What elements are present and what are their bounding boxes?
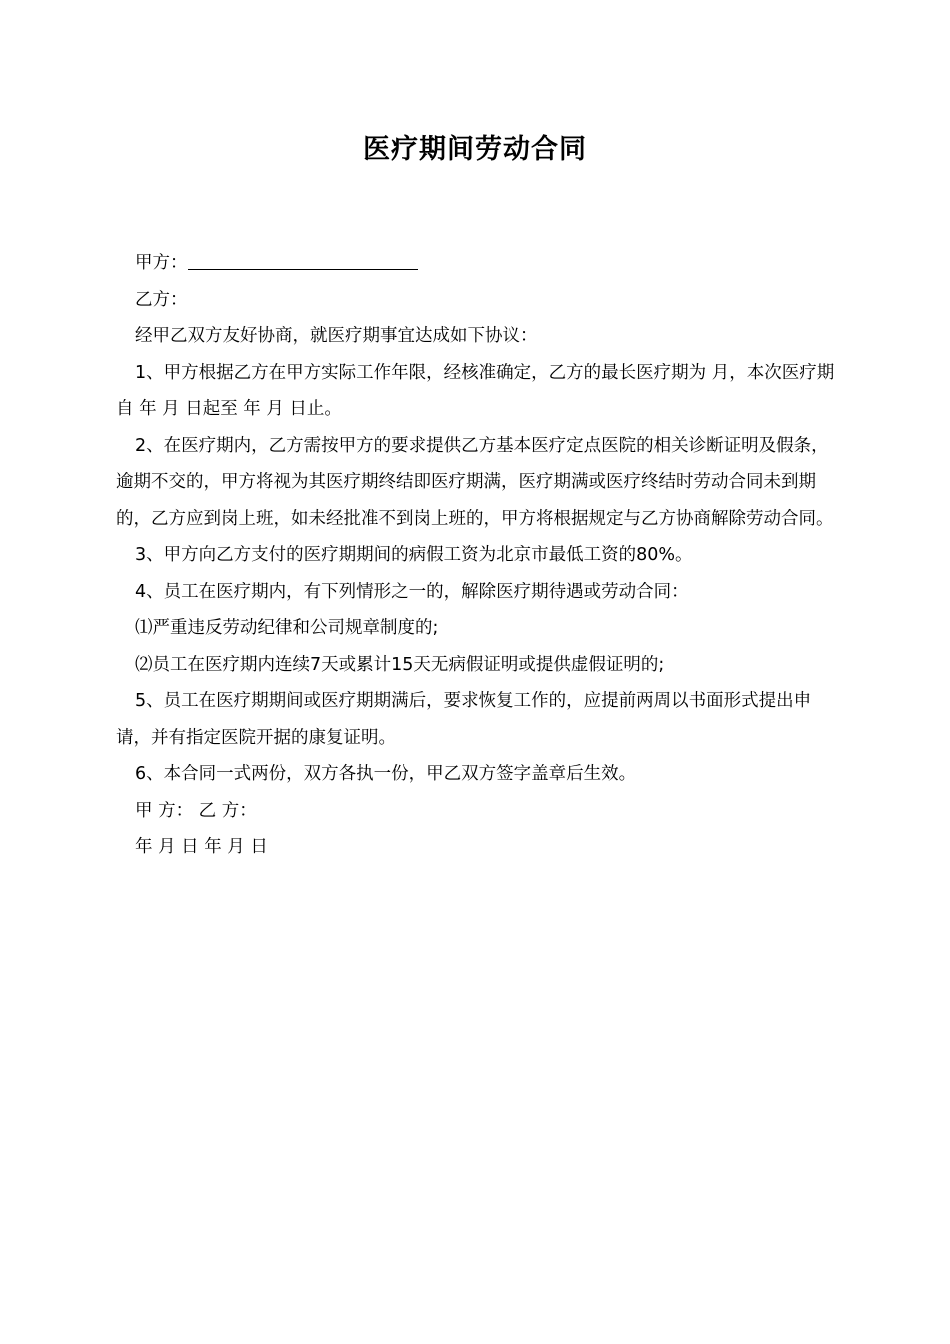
clause-4-item-1: ⑴严重违反劳动纪律和公司规章制度的;	[135, 618, 439, 638]
date-line: 年 月 日 年 月 日	[135, 837, 268, 857]
clause-2: 2、在医疗期内，乙方需按甲方的要求提供乙方基本医疗定点医院的相关诊断证明及假条，逾期不交的，甲方将视为其医疗期终结即医疗期满，医疗期满或医疗终结时劳动合同未到期的，乙方应到岗上班，如未经批准不到岗上班的，甲方将根据规定与乙方协商解除劳动合同。	[116, 435, 834, 529]
page-title: 医疗期间劳动合同	[363, 134, 587, 165]
party-a-label: 甲方：	[135, 253, 188, 273]
signature-line: 甲 方： 乙 方：	[135, 800, 257, 821]
party-b-line: 乙方：	[135, 289, 188, 310]
party-a-line	[116, 245, 836, 282]
intro-paragraph: 经甲乙双方友好协商，就医疗期事宜达成如下协议：	[135, 326, 538, 346]
clause-6: 6、本合同一式两份，双方各执一份，甲乙双方签字盖章后生效。	[135, 764, 637, 784]
clause-4-item-2: ⑵员工在医疗期内连续7天或累计15天无病假证明或提供虚假证明的;	[135, 654, 665, 675]
clause-3: 3、甲方向乙方支付的医疗期期间的病假工资为北京市最低工资的80%。	[135, 545, 693, 565]
contract-body	[116, 245, 836, 866]
clause-4: 4、员工在医疗期内，有下列情形之一的，解除医疗期待遇或劳动合同：	[135, 581, 689, 602]
clause-5: 5、员工在医疗期期间或医疗期期满后，要求恢复工作的，应提前两周以书面形式提出申请，并有指定医院开据的康复证明。	[116, 691, 812, 748]
party-a-blank	[188, 249, 418, 270]
clause-1: 1、甲方根据乙方在甲方实际工作年限，经核准确定，乙方的最长医疗期为 月，本次医疗期自 年 月 日起至 年 月 日止。	[116, 362, 835, 419]
